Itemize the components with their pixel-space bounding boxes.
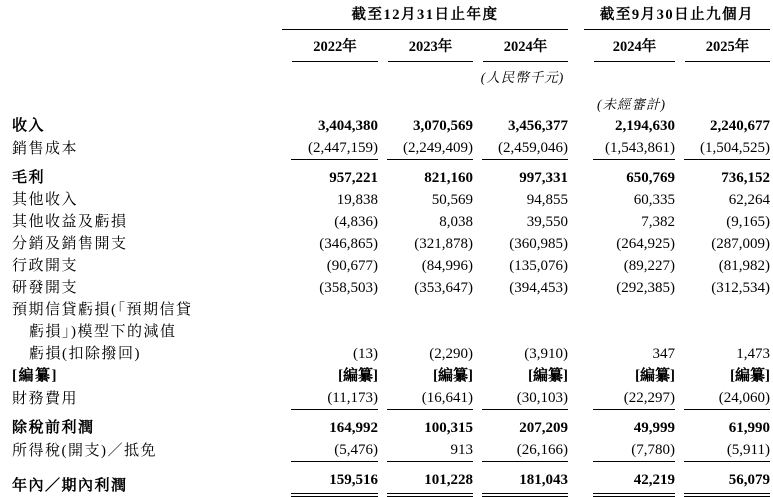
cell-value: 60,335 <box>633 192 675 208</box>
cell-value: 42,219 <box>584 462 675 497</box>
cell-value: (264,925) <box>616 236 675 252</box>
cell-value: (24,060) <box>675 387 770 410</box>
cell-value: (26,166) <box>473 439 568 462</box>
cell-value: (81,982) <box>718 258 770 274</box>
row-label-text: 毛利 <box>12 170 46 186</box>
cell-value: (2,249,409) <box>378 137 473 160</box>
column-gap <box>568 30 584 63</box>
row-label-text: 分銷及銷售開支 <box>12 236 128 252</box>
row-label-text: 所得稅(開支)／抵免 <box>12 443 157 459</box>
cell-value: [編纂] <box>338 368 378 384</box>
row-label <box>12 160 282 189</box>
cell-value: (358,503) <box>319 280 378 296</box>
table-row <box>12 365 770 387</box>
cell-value: (353,647) <box>414 280 473 296</box>
row-label-text: 研發開支 <box>12 280 79 296</box>
cell-value: (2,459,046) <box>473 137 568 160</box>
cell-value: (5,476) <box>282 439 378 462</box>
cell-value: 650,769 <box>626 170 675 186</box>
cell-value: 61,990 <box>728 420 770 436</box>
cell-value: 3,404,380 <box>318 118 378 134</box>
cell-value: (321,878) <box>414 236 473 252</box>
cell-value: (22,297) <box>584 387 675 410</box>
year-column-2024: 2024年 <box>473 30 568 63</box>
year-column-2022: 2022年 <box>282 30 378 63</box>
table-row <box>12 299 770 365</box>
row-label <box>12 410 282 439</box>
table-row <box>12 277 770 299</box>
cell-value: (360,985) <box>509 236 568 252</box>
cell-value: [編纂] <box>528 368 568 384</box>
cell-value: 49,999 <box>633 420 675 436</box>
cell-value: (90,677) <box>326 258 378 274</box>
row-label <box>12 365 282 387</box>
table-row <box>12 160 770 189</box>
period-group-annual: 截至12月31日止年度 <box>282 3 568 30</box>
row-label <box>12 439 282 462</box>
cell-value: (346,865) <box>319 236 378 252</box>
prospectus-financial-page <box>0 3 773 494</box>
period-group-interim: 截至9月30日止九個月 <box>584 3 770 30</box>
cell-value: 19,838 <box>336 192 378 208</box>
cell-value: 101,228 <box>378 462 473 497</box>
cell-value: (3,910) <box>524 346 568 362</box>
table-row <box>12 462 770 497</box>
cell-value: (16,641) <box>378 387 473 410</box>
currency-note: (人民幣千元) <box>480 70 565 85</box>
cell-value: 94,855 <box>526 192 568 208</box>
row-label <box>12 387 282 410</box>
cell-value: 164,992 <box>329 420 378 436</box>
cell-value: 50,569 <box>431 192 473 208</box>
column-gap <box>568 233 584 255</box>
cell-value: [編纂] <box>635 368 675 384</box>
unaudited-note-row <box>12 86 770 115</box>
cell-value: (2,447,159) <box>282 137 378 160</box>
cell-value: 62,264 <box>728 192 770 208</box>
financial-statements-table <box>12 3 770 497</box>
column-gap <box>568 299 584 365</box>
row-label-text: 除稅前利潤 <box>12 420 95 436</box>
row-label-text: 行政開支 <box>12 258 79 274</box>
year-column-2024-interim: 2024年 <box>584 30 675 63</box>
column-gap <box>568 439 584 462</box>
cell-value: 1,473 <box>736 346 770 362</box>
row-label-text: 虧損(扣除撥回) <box>29 346 141 362</box>
row-label-text: 財務費用 <box>12 391 79 407</box>
cell-value: (7,780) <box>584 439 675 462</box>
cell-value: 100,315 <box>424 420 473 436</box>
table-row <box>12 439 770 462</box>
cell-value: 957,221 <box>329 170 378 186</box>
year-header-row <box>12 30 770 63</box>
column-gap <box>568 86 584 115</box>
column-gap <box>568 211 584 233</box>
column-gap <box>568 62 584 86</box>
cell-value: (394,453) <box>509 280 568 296</box>
column-gap <box>568 3 584 30</box>
cell-value: 39,550 <box>526 214 568 230</box>
period-group-header-row <box>12 3 770 30</box>
row-label <box>12 211 282 233</box>
cell-value: 56,079 <box>675 462 770 497</box>
row-label-text: 預期信貸虧損(「預期信貸 <box>12 302 193 318</box>
table-row <box>12 137 770 160</box>
cell-value: (4,836) <box>334 214 378 230</box>
cell-value: (84,996) <box>421 258 473 274</box>
row-label <box>12 233 282 255</box>
cell-value: [編纂] <box>433 368 473 384</box>
row-label <box>12 137 282 160</box>
row-label-text: 收入 <box>12 118 46 134</box>
row-label-text: 虧損」)模型下的減值 <box>29 324 177 340</box>
year-column-2025-interim: 2025年 <box>675 30 770 63</box>
cell-value: (13) <box>353 346 378 362</box>
row-label <box>12 115 282 137</box>
column-gap <box>568 387 584 410</box>
cell-value: [編纂] <box>730 368 770 384</box>
cell-value: 159,516 <box>282 462 378 497</box>
column-gap <box>568 410 584 439</box>
table-row <box>12 387 770 410</box>
cell-value: 736,152 <box>721 170 770 186</box>
cell-value: 181,043 <box>473 462 568 497</box>
year-column-2023: 2023年 <box>378 30 473 63</box>
row-label <box>12 189 282 211</box>
column-gap <box>568 189 584 211</box>
currency-note-row <box>12 62 770 86</box>
cell-value: 3,456,377 <box>508 118 568 134</box>
cell-value: (287,009) <box>711 236 770 252</box>
table-row <box>12 233 770 255</box>
column-gap <box>568 365 584 387</box>
cell-value: (9,165) <box>726 214 770 230</box>
cell-value: (312,534) <box>711 280 770 296</box>
cell-value: 8,038 <box>439 214 473 230</box>
cell-value: 913 <box>378 439 473 462</box>
cell-value: 2,240,677 <box>710 118 770 134</box>
header-spacer <box>12 30 282 63</box>
column-gap <box>568 137 584 160</box>
cell-value: 347 <box>652 346 675 362</box>
cell-value: 2,194,630 <box>615 118 675 134</box>
row-label <box>12 255 282 277</box>
cell-value: (11,173) <box>282 387 378 410</box>
table-row <box>12 189 770 211</box>
column-gap <box>568 160 584 189</box>
cell-value: (1,504,525) <box>675 137 770 160</box>
cell-value: 207,209 <box>519 420 568 436</box>
table-row <box>12 211 770 233</box>
table-body <box>12 115 770 497</box>
cell-value: (135,076) <box>509 258 568 274</box>
column-gap <box>568 255 584 277</box>
cell-value: 821,160 <box>424 170 473 186</box>
cell-value: 7,382 <box>641 214 675 230</box>
column-gap <box>568 277 584 299</box>
header-spacer <box>12 3 282 30</box>
cell-value: (1,543,861) <box>584 137 675 160</box>
table-row <box>12 255 770 277</box>
row-label <box>12 299 282 365</box>
cell-value: (30,103) <box>473 387 568 410</box>
table-row <box>12 115 770 137</box>
cell-value: (292,385) <box>616 280 675 296</box>
row-label-text: 年內／期內利潤 <box>12 478 128 494</box>
column-gap <box>568 462 584 497</box>
cell-value: (89,227) <box>623 258 675 274</box>
row-label-text: 其他收入 <box>12 192 79 208</box>
row-label <box>12 462 282 497</box>
cell-value: 997,331 <box>519 170 568 186</box>
cell-value: 3,070,569 <box>413 118 473 134</box>
unaudited-note: (未經審計) <box>597 97 666 112</box>
table-row <box>12 410 770 439</box>
row-label-text: 銷售成本 <box>12 141 79 157</box>
cell-value: (5,911) <box>675 439 770 462</box>
row-label <box>12 277 282 299</box>
column-gap <box>568 115 584 137</box>
row-label-text: 其他收益及虧損 <box>12 214 128 230</box>
cell-value: (2,290) <box>429 346 473 362</box>
row-label-text: [編纂] <box>12 368 58 384</box>
